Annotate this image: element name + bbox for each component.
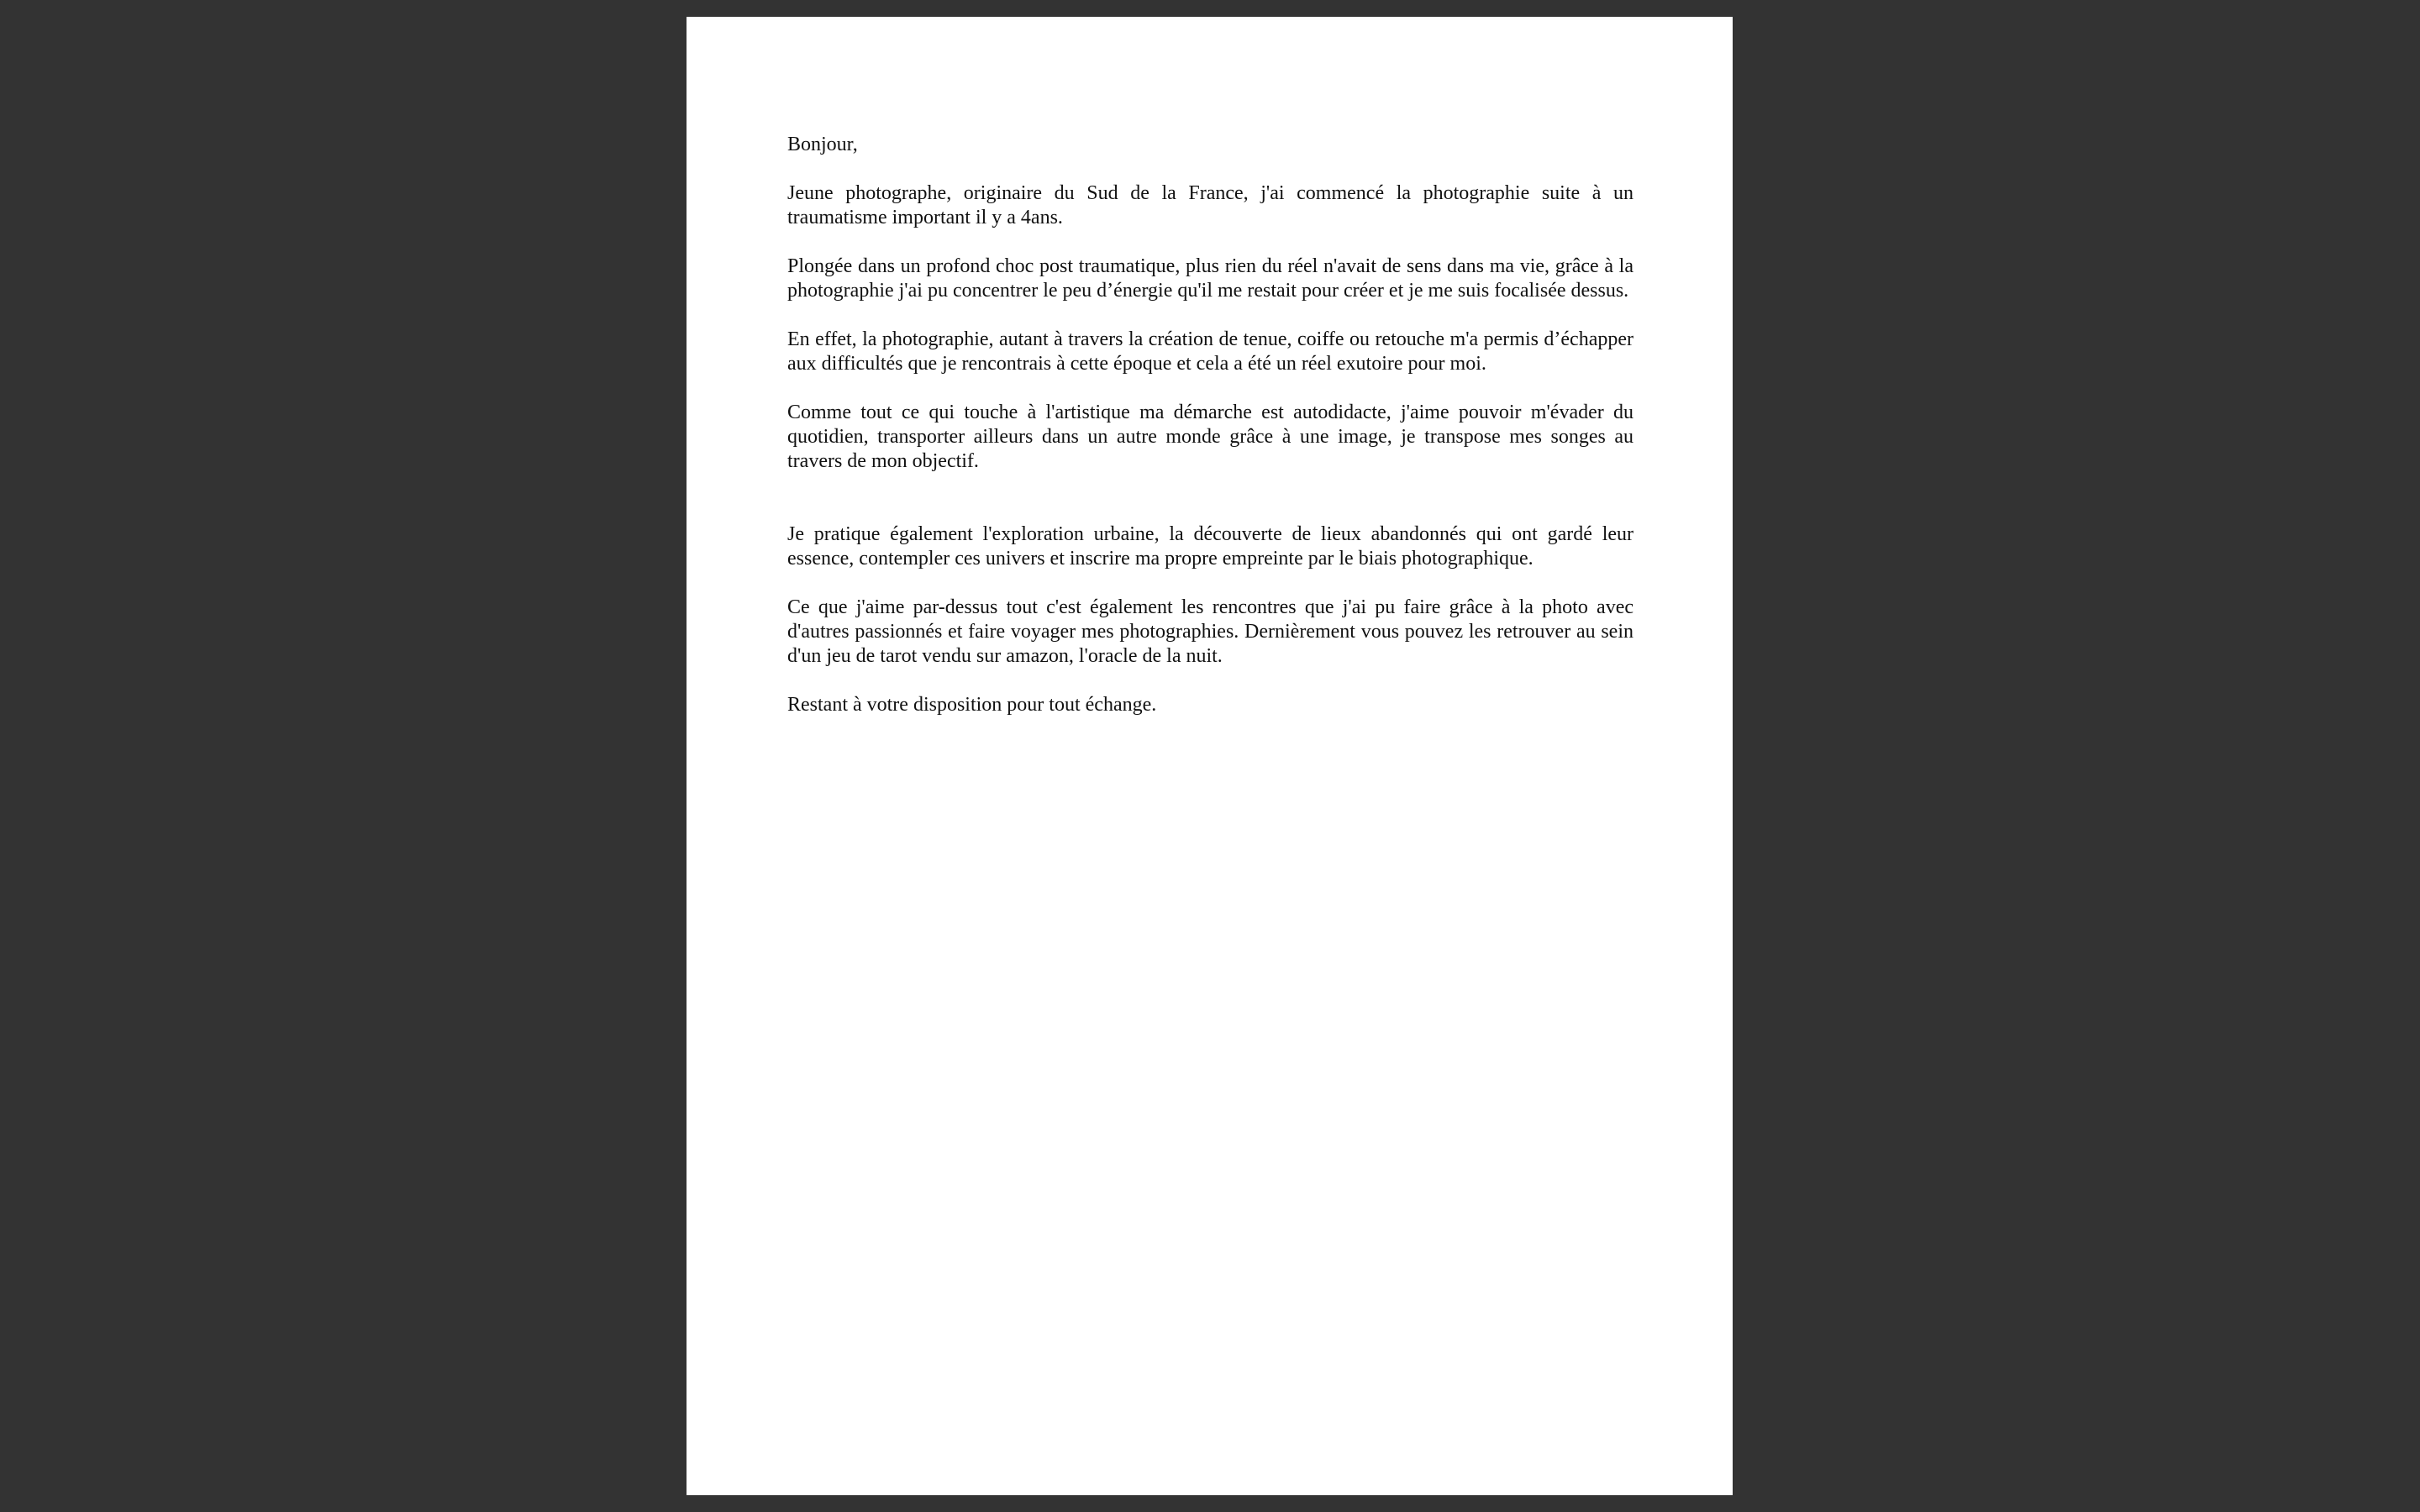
- document-page: [687, 17, 1733, 1495]
- letter-paragraph: Comme tout ce qui touche à l'artistique ma démarche est autodidacte, j'aime pouvoir m'évader du quotidien, transporter ailleurs dans un autre monde grâce à une image, je transpose mes songes au travers de mon objectif.: [787, 402, 1634, 472]
- letter-paragraph: Je pratique également l'exploration urbaine, la découverte de lieux abandonnés qui ont gardé leur essence, contempler ces univers et inscrire ma propre empreinte par le biais photographique.: [787, 523, 1634, 570]
- letter-greeting: Bonjour,: [787, 134, 858, 155]
- letter-paragraph: Ce que j'aime par-dessus tout c'est également les rencontres que j'ai pu faire grâce à la photo avec d'autres passionnés et faire voyager mes photographies. Dernièrement vous pouvez les retrouver au sein d'un jeu de tarot vendu sur amazon, l'oracle de la nuit.: [787, 596, 1634, 667]
- letter-body: [787, 133, 1634, 742]
- letter-paragraph: Jeune photographe, originaire du Sud de la France, j'ai commencé la photographie suite à un traumatisme important il y a 4ans.: [787, 182, 1634, 228]
- letter-paragraph: En effet, la photographie, autant à travers la création de tenue, coiffe ou retouche m'a permis d’échapper aux difficultés que je rencontrais à cette époque et cela a été un réel exutoire pour moi.: [787, 328, 1634, 375]
- letter-paragraph: Plongée dans un profond choc post traumatique, plus rien du réel n'avait de sens dans ma vie, grâce à la photographie j'ai pu concentrer le peu d’énergie qu'il me restait pour créer et je me suis focalisée dessus.: [787, 255, 1634, 302]
- letter-closing: Restant à votre disposition pour tout échange.: [787, 694, 1157, 716]
